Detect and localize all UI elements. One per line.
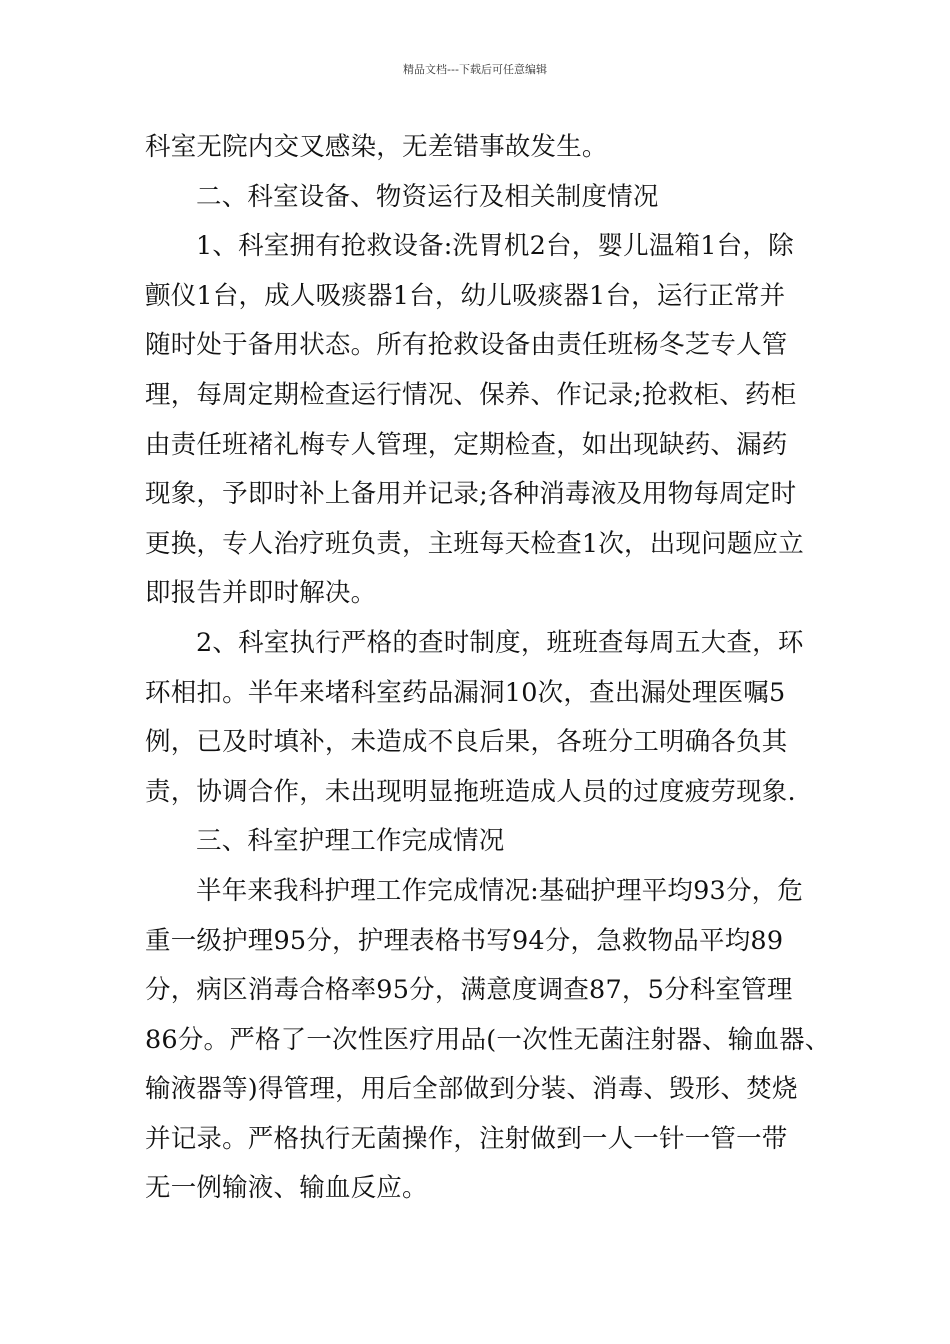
paragraph-line: 半年来我科护理工作完成情况:基础护理平均93分，危 xyxy=(196,875,804,906)
paragraph-line: 随时处于备用状态。所有抢救设备由责任班杨冬芝专人管 xyxy=(145,330,788,361)
paragraph-line: 重一级护理95分，护理表格书写94分，急救物品平均89 xyxy=(145,925,784,956)
paragraph-line: 例，已及时填补，未造成不良后果，各班分工明确各负其 xyxy=(145,727,788,758)
paragraph-line: 输液器等)得管理，用后全部做到分装、消毒、毁形、焚烧 xyxy=(145,1074,798,1105)
paragraph-line: 即报告并即时解决。 xyxy=(145,578,377,609)
paragraph-line: 理，每周定期检查运行情况、保养、作记录;抢救柜、药柜 xyxy=(145,379,797,410)
document-body xyxy=(145,123,831,1214)
section-heading: 三、科室护理工作完成情况 xyxy=(196,826,505,857)
section-heading: 二、科室设备、物资运行及相关制度情况 xyxy=(196,181,659,212)
page-header: 精品文档---下载后可任意编辑 xyxy=(403,63,547,76)
paragraph-line: 无一例输液、输血反应。 xyxy=(145,1173,428,1204)
paragraph-line: 1、科室拥有抢救设备:洗胃机2台，婴儿温箱1台，除 xyxy=(196,231,794,262)
paragraph-line: 责，协调合作，未出现明显拖班造成人员的过度疲劳现象. xyxy=(145,776,796,807)
paragraph-line: 颤仪1台，成人吸痰器1台，幼儿吸痰器1台，运行正常并 xyxy=(145,280,786,311)
paragraph-line: 86分。严格了一次性医疗用品(一次性无菌注射器、输血器、 xyxy=(145,1024,831,1055)
paragraph-line: 并记录。严格执行无菌操作，注射做到一人一针一管一带 xyxy=(145,1123,788,1154)
paragraph-line: 科室无院内交叉感染，无差错事故发生。 xyxy=(145,132,608,162)
paragraph-line: 由责任班褚礼梅专人管理，定期检查，如出现缺药、漏药 xyxy=(145,429,788,460)
paragraph-line: 2、科室执行严格的查时制度，班班查每周五大查，环 xyxy=(196,627,804,658)
paragraph-line: 现象，予即时补上备用并记录;各种消毒液及用物每周定时 xyxy=(145,479,797,510)
paragraph-line: 更换，专人治疗班负责，主班每天检查1次，出现问题应立 xyxy=(145,528,804,559)
paragraph-line: 环相扣。半年来堵科室药品漏洞10次，查出漏处理医嘱5 xyxy=(145,677,786,708)
paragraph-line: 分，病区消毒合格率95分，满意度调查87，5分科室管理 xyxy=(145,975,793,1006)
